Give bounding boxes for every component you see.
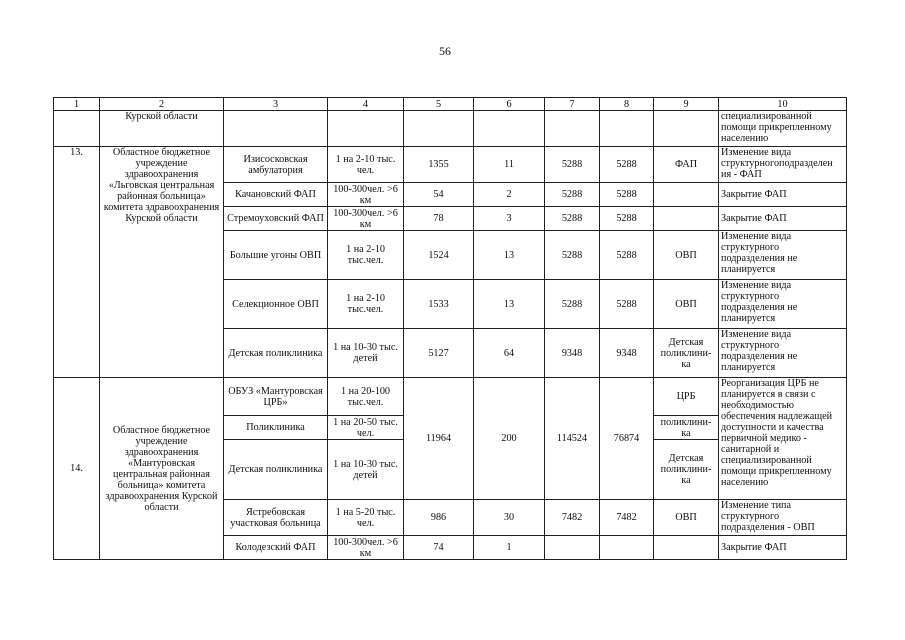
action-cell: Изменение типа структурного подразделения - ОВП bbox=[719, 500, 847, 536]
staff-cell: 3 bbox=[474, 207, 545, 231]
norm-cell: 1 на 10-30 тыс. детей bbox=[328, 440, 404, 500]
type-cell: ОВП bbox=[654, 231, 719, 280]
value-cell: 5288 bbox=[600, 231, 654, 280]
col-header: 5 bbox=[404, 98, 474, 111]
org-name: Областное бюджетное учреждение здравоохранения «Мантуровская центральная районная больница» комитета здравоохранения Курской области bbox=[100, 378, 224, 560]
type-cell: ОВП bbox=[654, 280, 719, 329]
unit-name: Колодезский ФАП bbox=[224, 536, 328, 560]
population-cell: 986 bbox=[404, 500, 474, 536]
col-header: 10 bbox=[719, 98, 847, 111]
population-cell: 1355 bbox=[404, 147, 474, 183]
table-row bbox=[54, 147, 847, 183]
value-cell: 114524 bbox=[545, 378, 600, 500]
value-cell: 5288 bbox=[600, 183, 654, 207]
action-cell: Закрытие ФАП bbox=[719, 207, 847, 231]
table-row bbox=[54, 378, 847, 416]
header-row bbox=[54, 98, 847, 111]
unit-name: Детская поликлиника bbox=[224, 440, 328, 500]
org-name: Областное бюджетное учреждение здравоохранения «Льговская центральная районная больница» комитета здравоохранения Курской области bbox=[100, 147, 224, 378]
unit-name: Детская поликлиника bbox=[224, 329, 328, 378]
population-cell: 74 bbox=[404, 536, 474, 560]
value-cell: 5288 bbox=[545, 147, 600, 183]
norm-cell: 1 на 5-20 тыс. чел. bbox=[328, 500, 404, 536]
type-cell: ЦРБ bbox=[654, 378, 719, 416]
page-number: 56 bbox=[439, 44, 451, 58]
action-cell: Изменение вида структурногоподразделен ия - ФАП bbox=[719, 147, 847, 183]
value-cell: 9348 bbox=[600, 329, 654, 378]
norm-cell: 100-300чел. >6 км bbox=[328, 207, 404, 231]
norm-cell: 1 на 2-10 тыс.чел. bbox=[328, 231, 404, 280]
norm-cell: 1 на 10-30 тыс. детей bbox=[328, 329, 404, 378]
col-header: 8 bbox=[600, 98, 654, 111]
norm-cell: 100-300чел. >6 км bbox=[328, 536, 404, 560]
staff-cell: 2 bbox=[474, 183, 545, 207]
population-cell: 78 bbox=[404, 207, 474, 231]
value-cell bbox=[600, 536, 654, 560]
unit-name: Стремоуховский ФАП bbox=[224, 207, 328, 231]
value-cell: 76874 bbox=[600, 378, 654, 500]
value-cell: 5288 bbox=[600, 280, 654, 329]
type-cell bbox=[654, 536, 719, 560]
col-header: 2 bbox=[100, 98, 224, 111]
value-cell: 5288 bbox=[545, 183, 600, 207]
population-cell: 11964 bbox=[404, 378, 474, 500]
value-cell: 5288 bbox=[545, 231, 600, 280]
value-cell: 5288 bbox=[545, 280, 600, 329]
value-cell: 5288 bbox=[600, 147, 654, 183]
population-cell: 1533 bbox=[404, 280, 474, 329]
row-number: 13. bbox=[54, 147, 100, 378]
value-cell bbox=[545, 536, 600, 560]
unit-name: Селекционное ОВП bbox=[224, 280, 328, 329]
col-header: 3 bbox=[224, 98, 328, 111]
action-cell: Изменение вида структурного подразделения не планируется bbox=[719, 329, 847, 378]
action-cell: Закрытие ФАП bbox=[719, 536, 847, 560]
action-cell: Закрытие ФАП bbox=[719, 183, 847, 207]
col-header: 4 bbox=[328, 98, 404, 111]
value-cell: 7482 bbox=[600, 500, 654, 536]
type-cell bbox=[654, 207, 719, 231]
staff-cell: 13 bbox=[474, 231, 545, 280]
row-number: 14. bbox=[54, 378, 100, 560]
staff-cell: 13 bbox=[474, 280, 545, 329]
norm-cell: 1 на 20-100 тыс.чел. bbox=[328, 378, 404, 416]
col-header: 7 bbox=[545, 98, 600, 111]
population-cell: 54 bbox=[404, 183, 474, 207]
norm-cell: 1 на 2-10 тыс. чел. bbox=[328, 147, 404, 183]
population-cell: 5127 bbox=[404, 329, 474, 378]
value-cell: 5288 bbox=[600, 207, 654, 231]
norm-cell: 1 на 20-50 тыс. чел. bbox=[328, 416, 404, 440]
unit-name: Качановский ФАП bbox=[224, 183, 328, 207]
type-cell: поликлини- ка bbox=[654, 416, 719, 440]
population-cell: 1524 bbox=[404, 231, 474, 280]
type-cell: ФАП bbox=[654, 147, 719, 183]
value-cell: 5288 bbox=[545, 207, 600, 231]
action-cell: специализированной помощи прикрепленному населению bbox=[719, 111, 847, 147]
staff-cell: 200 bbox=[474, 378, 545, 500]
unit-name: ОБУЗ «Мантуровская ЦРБ» bbox=[224, 378, 328, 416]
action-cell: Изменение вида структурного подразделения не планируется bbox=[719, 231, 847, 280]
value-cell: 9348 bbox=[545, 329, 600, 378]
norm-cell: 100-300чел. >6 км bbox=[328, 183, 404, 207]
hospital-reorganization-table bbox=[53, 97, 847, 560]
unit-name: Поликлиника bbox=[224, 416, 328, 440]
col-header: 6 bbox=[474, 98, 545, 111]
staff-cell: 64 bbox=[474, 329, 545, 378]
staff-cell: 1 bbox=[474, 536, 545, 560]
col-header: 1 bbox=[54, 98, 100, 111]
action-cell: Реорганизация ЦРБ не планируется в связи с необходимостью обеспечения надлежащей доступности и качества первичной медико - санитарной и специализированной помощи прикрепленному населению bbox=[719, 378, 847, 500]
norm-cell: 1 на 2-10 тыс.чел. bbox=[328, 280, 404, 329]
col-header: 9 bbox=[654, 98, 719, 111]
type-cell: Детская поликлини- ка bbox=[654, 440, 719, 500]
unit-name: Большие угоны ОВП bbox=[224, 231, 328, 280]
unit-name: Изисосковская амбулатория bbox=[224, 147, 328, 183]
staff-cell: 30 bbox=[474, 500, 545, 536]
type-cell: ОВП bbox=[654, 500, 719, 536]
type-cell: Детская поликлини- ка bbox=[654, 329, 719, 378]
unit-name: Ястребовская участковая больница bbox=[224, 500, 328, 536]
action-cell: Изменение вида структурного подразделения не планируется bbox=[719, 280, 847, 329]
org-name-cont: Курской области bbox=[100, 111, 224, 147]
value-cell: 7482 bbox=[545, 500, 600, 536]
type-cell bbox=[654, 183, 719, 207]
table-row bbox=[54, 111, 847, 147]
staff-cell: 11 bbox=[474, 147, 545, 183]
